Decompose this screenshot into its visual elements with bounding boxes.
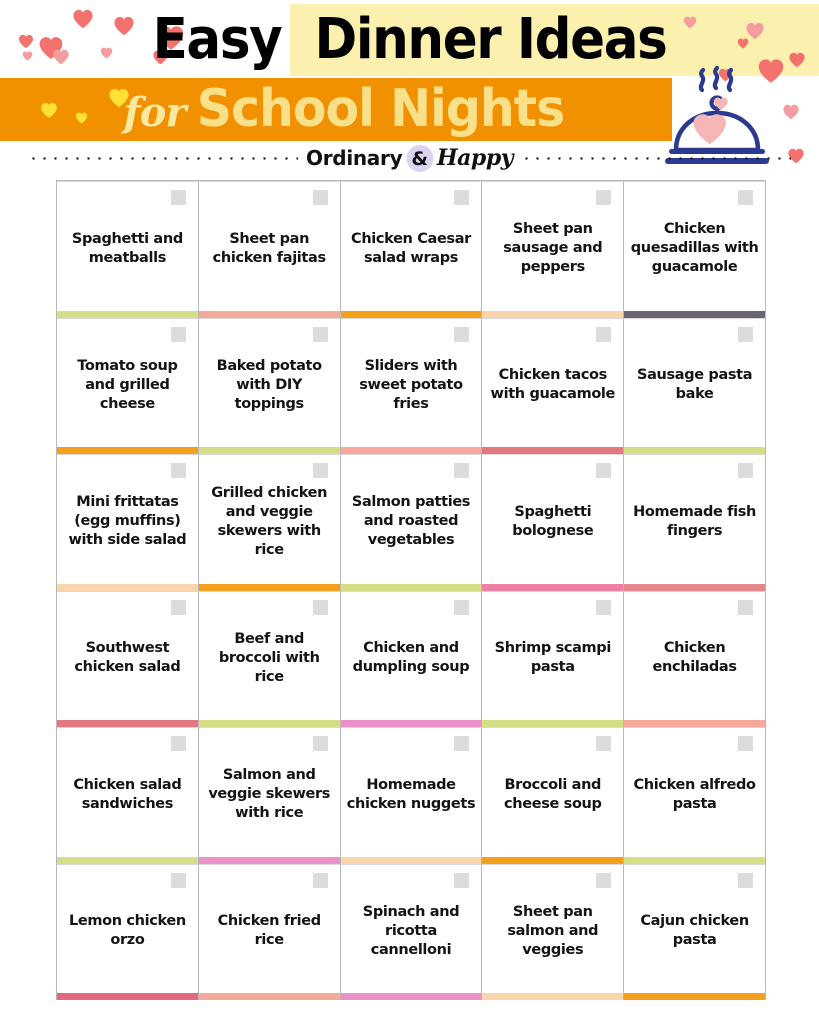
meal-checkbox[interactable] — [313, 736, 328, 751]
meal-cell[interactable] — [57, 864, 199, 1001]
meal-color-stripe — [624, 720, 765, 727]
meal-cell[interactable] — [199, 454, 341, 591]
meal-color-stripe — [57, 857, 198, 864]
meal-cell[interactable] — [57, 181, 199, 318]
meal-checkbox[interactable] — [738, 600, 753, 615]
meal-cell[interactable] — [57, 591, 199, 728]
heart-icon — [782, 104, 800, 120]
meal-cell[interactable] — [341, 454, 483, 591]
meal-color-stripe — [341, 584, 482, 591]
brand-happy-text: Happy — [436, 145, 513, 171]
meal-checkbox[interactable] — [738, 873, 753, 888]
title-word-easy: Easy — [152, 7, 282, 72]
meal-color-stripe — [57, 720, 198, 727]
meal-color-stripe — [482, 857, 623, 864]
meal-cell[interactable] — [199, 591, 341, 728]
page-subtitle — [0, 78, 700, 153]
meal-label: Southwest chicken salad — [74, 640, 181, 676]
meal-label: Sheet pan chicken fajitas — [212, 230, 326, 266]
meal-color-stripe — [199, 584, 340, 591]
meal-label: Chicken fried rice — [217, 913, 321, 949]
meal-label: Sliders with sweet potato fries — [359, 357, 463, 412]
meal-cell[interactable] — [57, 454, 199, 591]
meal-label: Chicken salad sandwiches — [73, 776, 182, 812]
meal-color-stripe — [57, 311, 198, 318]
meal-label: Homemade chicken nuggets — [346, 776, 476, 812]
heart-icon — [788, 52, 806, 68]
meal-checkbox[interactable] — [171, 463, 186, 478]
meal-cell[interactable] — [341, 181, 483, 318]
meal-cell[interactable] — [341, 318, 483, 455]
meal-cell[interactable] — [482, 181, 624, 318]
meal-label: Lemon chicken orzo — [68, 913, 186, 949]
meal-label: Baked potato with DIY toppings — [216, 357, 322, 412]
meal-cell[interactable] — [482, 454, 624, 591]
meal-checkbox[interactable] — [313, 463, 328, 478]
meal-color-stripe — [57, 584, 198, 591]
meal-checkbox[interactable] — [171, 873, 186, 888]
meal-color-stripe — [341, 311, 482, 318]
meal-checkbox[interactable] — [596, 736, 611, 751]
meal-label: Broccoli and cheese soup — [504, 776, 602, 812]
meal-color-stripe — [624, 584, 765, 591]
meal-checkbox[interactable] — [738, 463, 753, 478]
meal-label: Sheet pan sausage and peppers — [503, 221, 603, 276]
meal-cell[interactable] — [482, 318, 624, 455]
subtitle-word-school-nights: School Nights — [197, 79, 565, 139]
meal-color-stripe — [341, 447, 482, 454]
brand-ordinary-text: Ordinary — [306, 146, 403, 170]
meal-label: Chicken and dumpling soup — [352, 640, 470, 676]
meal-cell[interactable] — [624, 454, 766, 591]
meal-label: Sausage pasta bake — [636, 367, 753, 403]
page-header — [0, 0, 819, 178]
meal-cell[interactable] — [341, 591, 483, 728]
meal-cell[interactable] — [199, 181, 341, 318]
meal-color-stripe — [624, 447, 765, 454]
meal-checkbox[interactable] — [313, 600, 328, 615]
meal-checkbox[interactable] — [738, 190, 753, 205]
meal-cell[interactable] — [199, 864, 341, 1001]
meal-checkbox[interactable] — [596, 600, 611, 615]
meal-cell[interactable] — [199, 318, 341, 455]
heart-icon — [18, 34, 34, 49]
meal-label: Spaghetti bolognese — [512, 503, 594, 539]
meal-color-stripe — [199, 311, 340, 318]
meal-color-stripe — [482, 720, 623, 727]
meal-color-stripe — [199, 720, 340, 727]
meal-checkbox[interactable] — [596, 327, 611, 342]
meal-color-stripe — [482, 993, 623, 1000]
meal-color-stripe — [199, 447, 340, 454]
meal-checkbox[interactable] — [738, 327, 753, 342]
meal-label: Shrimp scampi pasta — [494, 640, 611, 676]
meal-label: Mini frittatas (egg muffins) with side salad — [68, 494, 187, 549]
meal-checkbox[interactable] — [454, 600, 469, 615]
meal-color-stripe — [57, 993, 198, 1000]
meal-label: Homemade fish fingers — [633, 503, 757, 539]
meal-checkbox[interactable] — [171, 190, 186, 205]
meal-label: Cajun chicken pasta — [640, 913, 749, 949]
meal-grid — [56, 180, 766, 1000]
meal-color-stripe — [624, 993, 765, 1000]
page-title — [33, 8, 786, 72]
meal-cell[interactable] — [482, 864, 624, 1001]
meal-checkbox[interactable] — [454, 463, 469, 478]
meal-cell[interactable] — [57, 727, 199, 864]
meal-label: Chicken alfredo pasta — [633, 776, 756, 812]
meal-label: Chicken quesadillas with guacamole — [630, 221, 759, 276]
meal-checkbox[interactable] — [596, 873, 611, 888]
meal-cell[interactable] — [624, 864, 766, 1001]
brand-ampersand-text: & — [411, 148, 428, 170]
meal-checkbox[interactable] — [171, 736, 186, 751]
meal-cell[interactable] — [624, 318, 766, 455]
meal-cell[interactable] — [199, 727, 341, 864]
meal-checkbox[interactable] — [454, 190, 469, 205]
meal-checkbox[interactable] — [454, 327, 469, 342]
meal-color-stripe — [199, 857, 340, 864]
meal-color-stripe — [341, 857, 482, 864]
dotted-divider-left — [28, 157, 298, 160]
brand-row — [0, 144, 819, 172]
meal-label: Salmon patties and roasted vegetables — [351, 494, 471, 549]
meal-label: Spinach and ricotta cannelloni — [362, 903, 460, 958]
dotted-divider-right — [521, 157, 791, 160]
meal-label: Tomato soup and grilled cheese — [77, 357, 178, 412]
meal-checkbox[interactable] — [454, 873, 469, 888]
meal-label: Chicken tacos with guacamole — [490, 367, 616, 403]
meal-label: Sheet pan salmon and veggies — [507, 903, 599, 958]
meal-label: Chicken Caesar salad wraps — [351, 230, 471, 266]
brand-logo — [306, 145, 513, 171]
brand-ampersand — [407, 148, 432, 170]
meal-label: Spaghetti and meatballs — [71, 230, 183, 266]
meal-checkbox[interactable] — [171, 600, 186, 615]
meal-color-stripe — [624, 857, 765, 864]
meal-label: Chicken enchiladas — [652, 640, 737, 676]
meal-cell[interactable] — [57, 318, 199, 455]
meal-label: Beef and broccoli with rice — [218, 630, 320, 685]
meal-checkbox[interactable] — [596, 190, 611, 205]
meal-cell[interactable] — [341, 864, 483, 1001]
meal-color-stripe — [341, 993, 482, 1000]
meal-cell[interactable] — [624, 591, 766, 728]
meal-cell[interactable] — [482, 727, 624, 864]
meal-label: Salmon and veggie skewers with rice — [208, 767, 331, 822]
meal-checkbox[interactable] — [313, 190, 328, 205]
meal-cell[interactable] — [341, 727, 483, 864]
heart-icon — [22, 51, 33, 61]
meal-color-stripe — [482, 311, 623, 318]
meal-cell[interactable] — [482, 591, 624, 728]
meal-checkbox[interactable] — [313, 327, 328, 342]
meal-color-stripe — [341, 720, 482, 727]
title-word-dinner-ideas: Dinner Ideas — [314, 7, 667, 72]
meal-grid-container — [56, 180, 766, 1000]
meal-checkbox[interactable] — [313, 873, 328, 888]
meal-checkbox[interactable] — [171, 327, 186, 342]
meal-color-stripe — [482, 447, 623, 454]
meal-checkbox[interactable] — [596, 463, 611, 478]
meal-label: Grilled chicken and veggie skewers with rice — [211, 484, 328, 558]
meal-color-stripe — [57, 447, 198, 454]
meal-color-stripe — [624, 311, 765, 318]
meal-checkbox[interactable] — [454, 736, 469, 751]
meal-cell[interactable] — [624, 181, 766, 318]
meal-color-stripe — [482, 584, 623, 591]
meal-cell[interactable] — [624, 727, 766, 864]
meal-color-stripe — [199, 993, 340, 1000]
subtitle-word-for: for — [123, 89, 186, 136]
meal-checkbox[interactable] — [738, 736, 753, 751]
